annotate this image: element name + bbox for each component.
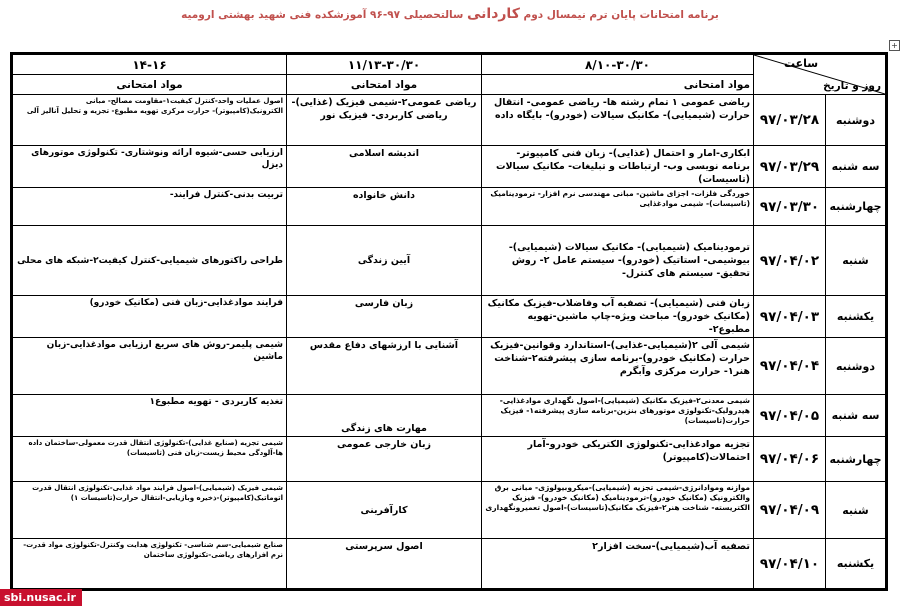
table-row — [13, 482, 886, 539]
date-cell: ۹۷/۰۳/۳۰ — [754, 188, 826, 226]
table-row — [13, 95, 886, 146]
date-cell: ۹۷/۰۴/۰۴ — [754, 338, 826, 395]
slot1-time: ۸/۱۰-۳۰/۳۰ — [482, 55, 754, 75]
slot2-cell: کارآفرینی — [287, 482, 482, 539]
slot3-time: ۱۴-۱۶ — [13, 55, 287, 75]
slot3-cell: طراحی راکتورهای شیمیایی-کنترل کیفیت۲-شبکه های محلی — [13, 226, 287, 296]
date-cell: ۹۷/۰۴/۰۳ — [754, 296, 826, 338]
date-cell: ۹۷/۰۴/۰۶ — [754, 437, 826, 482]
header-corner — [754, 55, 886, 95]
slot3-cell: فرایند موادغذایی-زبان فنی (مکانیک خودرو) — [13, 296, 287, 338]
day-cell: شنبه — [826, 482, 886, 539]
day-cell: یکشنبه — [826, 539, 886, 589]
slot2-cell: آیین زندگی — [287, 226, 482, 296]
table-row — [13, 539, 886, 589]
slot3-cell: شیمی تجزیه (صنایع غذایی)-تکنولوژی انتقال قدرت معمولی-ساختمان داده ها-آلودگی محیط زیست-زبان فنی (تاسیسات) — [13, 437, 287, 482]
slot3-cell: ارزیابی حسی-شیوه ارائه ونوشتاری- تکنولوژی موتورهای دیزل — [13, 146, 287, 188]
slot3-cell: تغذیه کاربردی - تهویه مطبوع۱ — [13, 395, 287, 437]
slot1-cell: ترمودینامیک (شیمیایی)- مکانیک سیالات (شیمیایی)- بیوشیمی- استاتیک (خودرو)- سیستم عامل ۲- روش تحقیق- سیستم های کنترل- — [482, 226, 754, 296]
day-cell: سه شنبه — [826, 395, 886, 437]
title-highlight: کاردانی — [466, 6, 520, 22]
date-cell: ۹۷/۰۴/۰۹ — [754, 482, 826, 539]
slot2-cell: ریاضی عمومی۲-شیمی فیزیک (غذایی)-ریاضی کاربردی- فیزیک نور — [287, 95, 482, 146]
slot2-cell: زبان خارجی عمومی — [287, 437, 482, 482]
date-cell: ۹۷/۰۳/۲۸ — [754, 95, 826, 146]
slot2-cell: اندیشه اسلامی — [287, 146, 482, 188]
time-label: ساعت — [784, 57, 819, 70]
day-cell: شنبه — [826, 226, 886, 296]
slot1-cell: ریاضی عمومی ۱ تمام رشته ها- ریاضی عمومی- انتقال حرارت (شیمیایی)- مکانیک سیالات (خودرو)- بایگاه داده — [482, 95, 754, 146]
slot1-cell: تجزیه موادغذایی-تکنولوژی الکتریکی خودرو-آمار احتمالات(کامپیوتر) — [482, 437, 754, 482]
slot2-cell: مهارت های زندگی — [287, 395, 482, 437]
slot2-subjects-label: مواد امتحانی — [287, 75, 482, 95]
page-title — [0, 6, 900, 22]
table-row — [13, 296, 886, 338]
table-row — [13, 188, 886, 226]
day-cell: سه شنبه — [826, 146, 886, 188]
slot1-cell: ابکاری-امار و احتمال (غذایی)- زبان فنی کامپیوتر- برنامه نویسی وب- ارتباطات و تبلیغات- مکانیک سیالات (تاسیسات) — [482, 146, 754, 188]
day-cell: دوشنبه — [826, 95, 886, 146]
day-date-label: روز و تاریخ — [823, 80, 881, 92]
table-row — [13, 338, 886, 395]
table-move-handle-icon[interactable]: + — [889, 40, 900, 51]
title-part1: برنامه امتحانات پایان ترم نیمسال دوم — [523, 9, 719, 21]
day-cell: یکشنبه — [826, 296, 886, 338]
date-cell: ۹۷/۰۴/۰۲ — [754, 226, 826, 296]
date-cell: ۹۷/۰۳/۲۹ — [754, 146, 826, 188]
day-cell: چهارشنبه — [826, 437, 886, 482]
exam-schedule-table — [12, 54, 886, 589]
slot1-cell: شیمی معدنی۲-فیزیک مکانیک (شیمیایی)-اصول نگهداری موادغذایی- هیدرولیک-تکنولوژی موتورهای بنزین-برنامه سازی پیشرفته۱- فیزیک حرارت(تاسیسات) — [482, 395, 754, 437]
table-row — [13, 395, 886, 437]
title-part2: سالتحصیلی ۹۷-۹۶ آموزشکده فنی شهید بهشتی ارومیه — [181, 9, 464, 21]
header-row-time — [13, 55, 886, 75]
slot2-cell: زبان فارسی — [287, 296, 482, 338]
day-cell: چهارشنبه — [826, 188, 886, 226]
slot3-cell: صنایع شیمیایی-سم شناسی- تکنولوژی هدایت وکنترل-تکنولوژی مواد قدرت-نرم افزارهای ریاضی-تکنولوژی ساختمان — [13, 539, 287, 589]
slot3-subjects-label: مواد امتحانی — [13, 75, 287, 95]
slot2-cell: اصول سرپرستی — [287, 539, 482, 589]
site-watermark: sbi.nusac.ir — [0, 589, 82, 606]
date-cell: ۹۷/۰۴/۰۵ — [754, 395, 826, 437]
table-row — [13, 226, 886, 296]
slot1-cell: خوردگی فلزات- اجزای ماشین- مبانی مهندسی نرم افزار- ترمودینامیک (تاسیسات)- شیمی موادغذایی — [482, 188, 754, 226]
slot3-cell: شیمی پلیمر-روش های سریع ارزیابی موادغذایی-زبان ماشین — [13, 338, 287, 395]
slot3-cell: اصول عملیات واحد-کنترل کیفیت۱-مقاومت مصالح- مبانی الکترونیک(کامپیوتر)- حرارت مرکزی تهویه مطبوع- تجزیه و تحلیل آنالیز آلی — [13, 95, 287, 146]
slot1-subjects-label: مواد امتحانی — [482, 75, 754, 95]
table-row — [13, 146, 886, 188]
table-row — [13, 437, 886, 482]
slot2-cell: آشنایی با ارزشهای دفاع مقدس — [287, 338, 482, 395]
date-cell: ۹۷/۰۴/۱۰ — [754, 539, 826, 589]
day-cell: دوشنبه — [826, 338, 886, 395]
slot3-cell: شیمی فیزیک (شیمیایی)-اصول فرایند مواد غذایی-تکنولوژی انتقال قدرت اتوماتیک(کامپیوتر)-ذخیره وبازیابی-انتقال حرارت(تاسیسات ۱) — [13, 482, 287, 539]
slot1-cell: زبان فنی (شیمیایی)- تصفیه آب وفاضلاب-فیزیک مکانیک (مکانیک خودرو)- مباحث ویژه-چاپ ماشین-تهویه مطبوع۲- — [482, 296, 754, 338]
slot2-cell: دانش خانواده — [287, 188, 482, 226]
slot1-cell: موازنه وموادانرژی-شیمی تجزیه (شیمیایی)-میکروبیولوژی- مبانی برق والکترونیک (مکانیک خودرو)-ترمودینامیک (مکانیک خودرو)- فیزیک الکتریسته- شناخت هنر۲-فیزیک مکانیک(تاسیسات)-اصول تعمیرونگهداری — [482, 482, 754, 539]
slot1-cell: شیمی آلی ۲(شیمیایی-غذایی)-استاندارد وقوانین-فیزیک حرارت (مکانیک خودرو)-برنامه سازی پیشرفته۲-شناخت هنر۱- حرارت مرکزی وآبگرم — [482, 338, 754, 395]
slot3-cell: تربیت بدنی-کنترل فرایند- — [13, 188, 287, 226]
slot2-time: ۱۱/۱۳-۳۰/۳۰ — [287, 55, 482, 75]
slot1-cell: تصفیه آب(شیمیایی)-سخت افزار۲ — [482, 539, 754, 589]
